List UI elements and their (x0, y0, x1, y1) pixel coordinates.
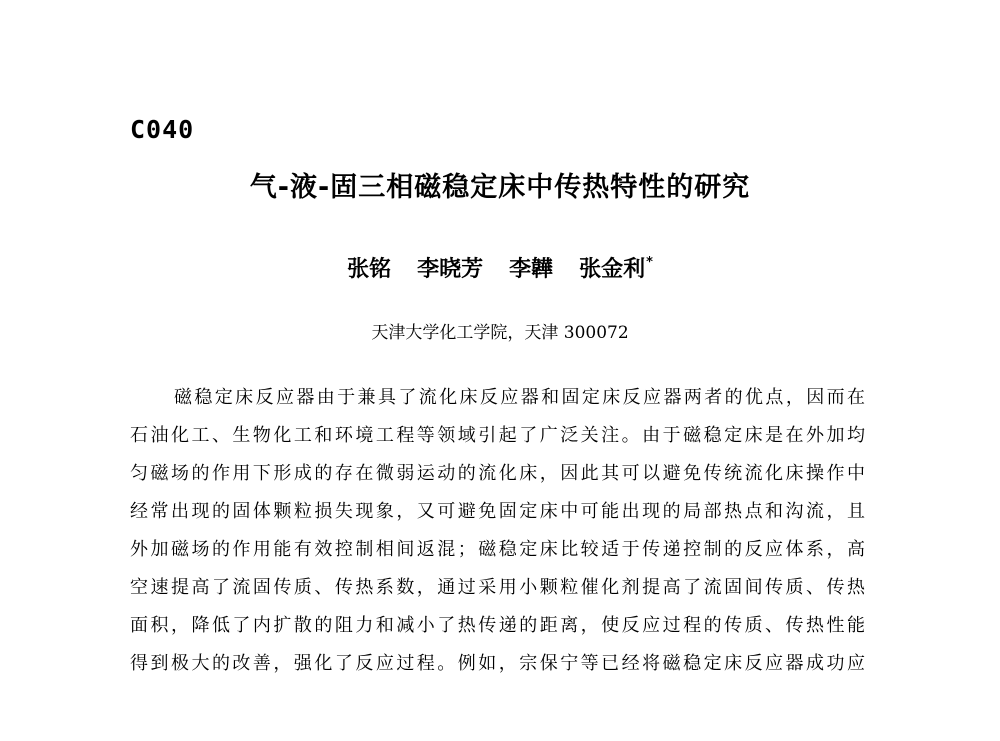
affiliation: 天津大学化工学院，天津 300072 (371, 323, 629, 343)
author-list (0, 248, 1000, 285)
author-name-text: 张金利 (579, 257, 646, 282)
body-line: 空速提高了流固传质、传热系数，通过采用小颗粒催化剂提高了流固间传质、传热 (130, 577, 865, 598)
author-name (347, 255, 391, 285)
body-line: 匀磁场的作用下形成的存在微弱运动的流化床，因此其可以避免传统流化床操作中 (130, 463, 865, 484)
body-line: 得到极大的改善，强化了反应过程。例如，宗保宁等已经将磁稳定床反应器成功应 (130, 653, 865, 674)
body-line: 外加磁场的作用能有效控制相间返混；磁稳定床比较适于传递控制的反应体系，高 (130, 539, 865, 560)
body-line: 经常出现的固体颗粒损失现象，又可避免固定床中可能出现的局部热点和沟流，且 (130, 501, 865, 522)
author-name (417, 255, 483, 285)
body-line: 面积，降低了内扩散的阻力和减小了热传递的距离，使反应过程的传质、传热性能 (130, 615, 865, 636)
corresponding-author-mark: * (646, 255, 653, 270)
paper-title: 气-液-固三相磁稳定床中传热特性的研究 (249, 172, 751, 203)
author-name-text: 李晓芳 (417, 257, 484, 282)
author-name (509, 255, 553, 285)
author-name-text: 李韡 (509, 257, 554, 282)
body-paragraph (130, 379, 865, 683)
author-name-text: 张铭 (347, 257, 392, 282)
body-line: 石油化工、生物化工和环境工程等领域引起了广泛关注。由于磁稳定床是在外加均 (130, 425, 865, 446)
author-name (579, 248, 653, 285)
body-line: 磁稳定床反应器由于兼具了流化床反应器和固定床反应器两者的优点，因而在 (174, 387, 865, 408)
paper-code: C040 (130, 115, 195, 144)
